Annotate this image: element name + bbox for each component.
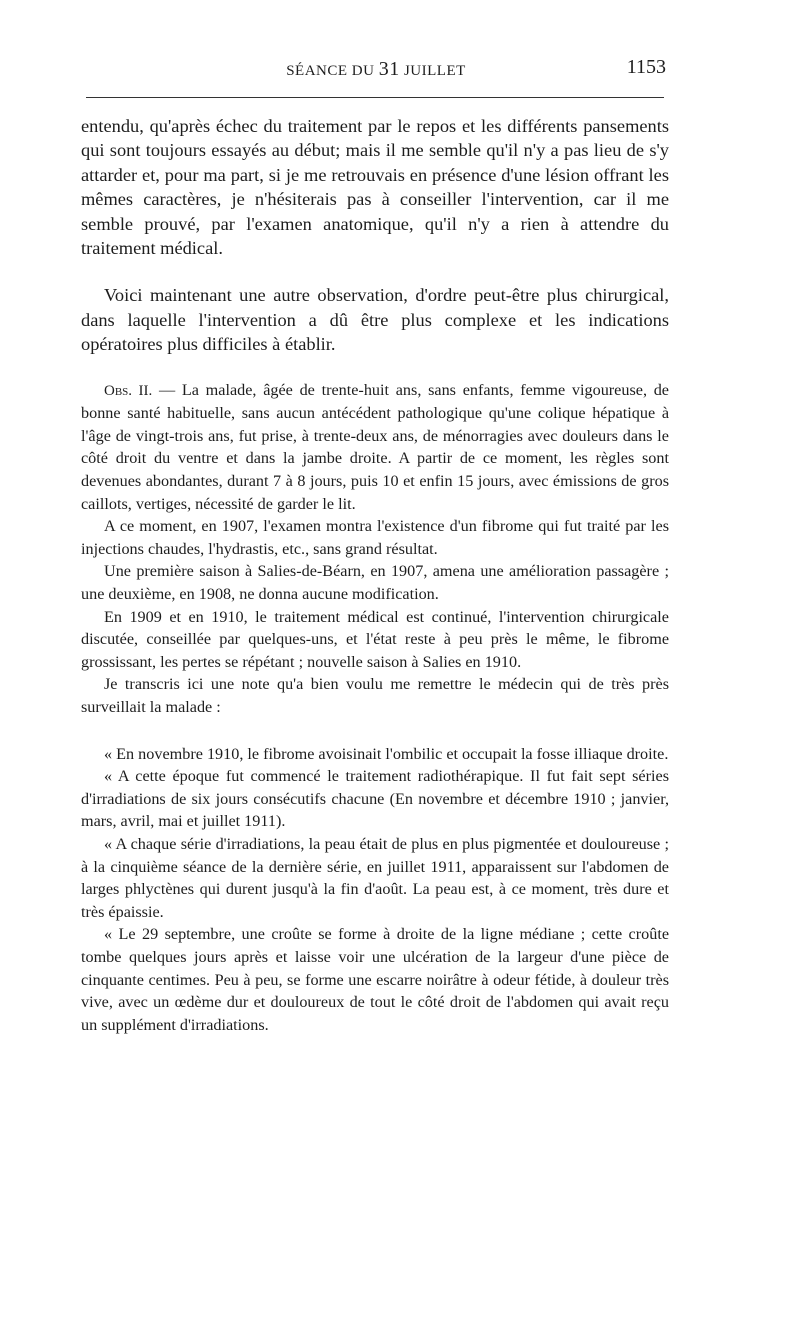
header-rule [86, 97, 664, 98]
quote-paragraph-2: « A cette époque fut commencé le traitement radiothérapique. Il fut fait sept séries d'irradiations de six jours consécutifs chacune (En novembre et décembre 1910 ; janvier, mars, avril, mai et juillet 1911). [81, 767, 669, 831]
running-title-part2: JUILLET [403, 63, 466, 79]
observation-paragraph [81, 379, 669, 516]
running-title-part1: SÉANCE DU [286, 63, 375, 79]
observation-text: — La malade, âgée de trente-huit ans, sans enfants, femme vigoureuse, de bonne santé habituelle, sans aucun antécédent pathologique qu'une colique hépatique à l'âge de vingt-trois ans, fut prise, à trente-deux ans, de ménorragies avec douleurs dans le côté droit du ventre et dans la jambe droite. A partir de ce moment, les règles sont devenues abondantes, durant 7 à 8 jours, puis 10 et enfin 15 jours, avec émissions de gros caillots, vertiges, nécessité de garder le lit. [81, 380, 669, 513]
quote-paragraph-4: « Le 29 septembre, une croûte se forme à droite de la ligne médiane ; cette croûte tombe quelques jours après et laisse voir une ulcération de la largeur d'une pièce de cinquante centimes. Peu à peu, se forme une escarre noirâtre à odeur fétide, à douleur très vive, avec un œdème dur et douloureux de tout le côté droit de l'abdomen qui avait reçu un supplément d'irradiations. [81, 925, 669, 1034]
quote-paragraph-1: « En novembre 1910, le fibrome avoisinait l'ombilic et occupait la fosse illiaque droite. [104, 744, 669, 763]
observation-label: Obs. II. [104, 382, 153, 399]
paragraph-intro-observation: Voici maintenant une autre observation, d'ordre peut-être plus chirurgical, dans laquelle l'intervention a dû être plus complexe et les indications opératoires plus difficiles à établir. [81, 285, 669, 355]
quote-paragraph-3: « A chaque série d'irradiations, la peau était de plus en plus pigmentée et douloureuse ; à la cinquième séance de la dernière série, en juillet 1911, apparaissent sur l'abdomen de larges phlyctènes qui durent jusqu'à la fin d'août. La peau est, à ce moment, très dure et très épaissie. [81, 834, 669, 921]
running-title-date: 31 [378, 58, 400, 80]
paragraph-continuation: entendu, qu'après échec du traitement par le repos et les différents pansements qui sont toujours essayés au début; mais il me semble qu'il n'y a pas lieu de s'y attarder et, pour ma part, si je me retrouvais en présence d'une lésion offrant les mêmes caractères, je n'hésiterais pas à conseiller l'intervention, car il me semble prouvé, par l'examen anatomique, qu'il n'y a rien à attendre du traitement médical. [81, 116, 669, 259]
page-header [86, 56, 666, 86]
observation-paragraph-3: Une première saison à Salies-de-Béarn, en 1907, amena une amélioration passagère ; une deuxième, en 1908, ne donna aucune modification. [81, 562, 669, 603]
observation-paragraph-4: En 1909 et en 1910, le traitement médical est continué, l'intervention chirurgicale discutée, conseillée par quelques-uns, et l'état reste à peu près le même, le fibrome grossissant, les pertes se répétant ; nouvelle saison à Salies en 1910. [81, 607, 669, 671]
running-title [86, 58, 666, 81]
page-number: 1153 [626, 56, 666, 78]
observation-paragraph-5: Je transcris ici une note qu'a bien voulu me remettre le médecin qui de très près surveillait la malade : [81, 675, 669, 716]
observation-paragraph-2: A ce moment, en 1907, l'examen montra l'existence d'un fibrome qui fut traité par les injections chaudes, l'hydrastis, etc., sans grand résultat. [81, 517, 669, 558]
body-text [81, 114, 669, 1036]
